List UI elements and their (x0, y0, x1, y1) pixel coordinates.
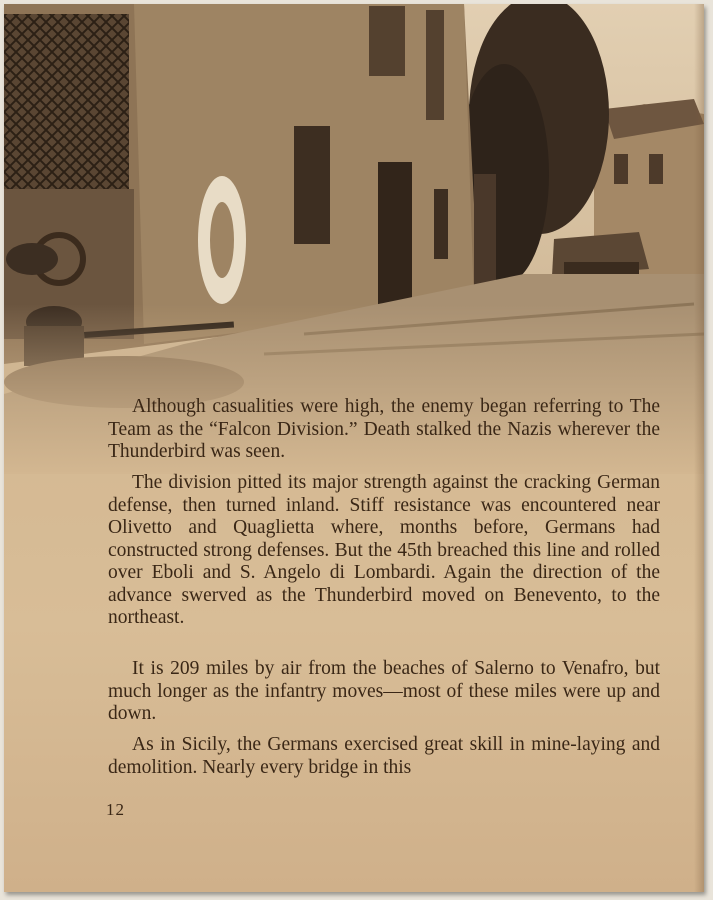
paragraph-2 (108, 472, 660, 630)
paragraph-3 (108, 658, 660, 726)
paragraph-text: As in Sicily, the Germans exercised great skill in mine-laying and demolition. Nearly every bridge in this (108, 734, 660, 778)
paragraph-1 (108, 396, 660, 464)
book-page (4, 4, 704, 892)
page-number: 12 (106, 800, 125, 819)
paragraph-text: Although casualities were high, the enemy began referring to The Team as the “Falcon Division.” Death stalked the Nazis wherever the Thunderbird was seen. (108, 396, 660, 462)
page-edge-shadow (694, 4, 704, 892)
paragraph-4 (108, 734, 660, 779)
paragraph-text: It is 209 miles by air from the beaches of Salerno to Venafro, but much longer as the infantry moves—most of these miles were up and down. (108, 658, 660, 724)
paragraph-text: The division pitted its major strength against the cracking German defense, then turned inland. Stiff resistance was encountered near Olivetto and Quaglietta where, months before, Germans had constructed strong defenses. But the 45th breached this line and rolled over Eboli and S. Angelo di Lombardi. Again the direction of the advance swerved as the Thunderbird moved on Benevento, to the northeast. (108, 472, 660, 628)
